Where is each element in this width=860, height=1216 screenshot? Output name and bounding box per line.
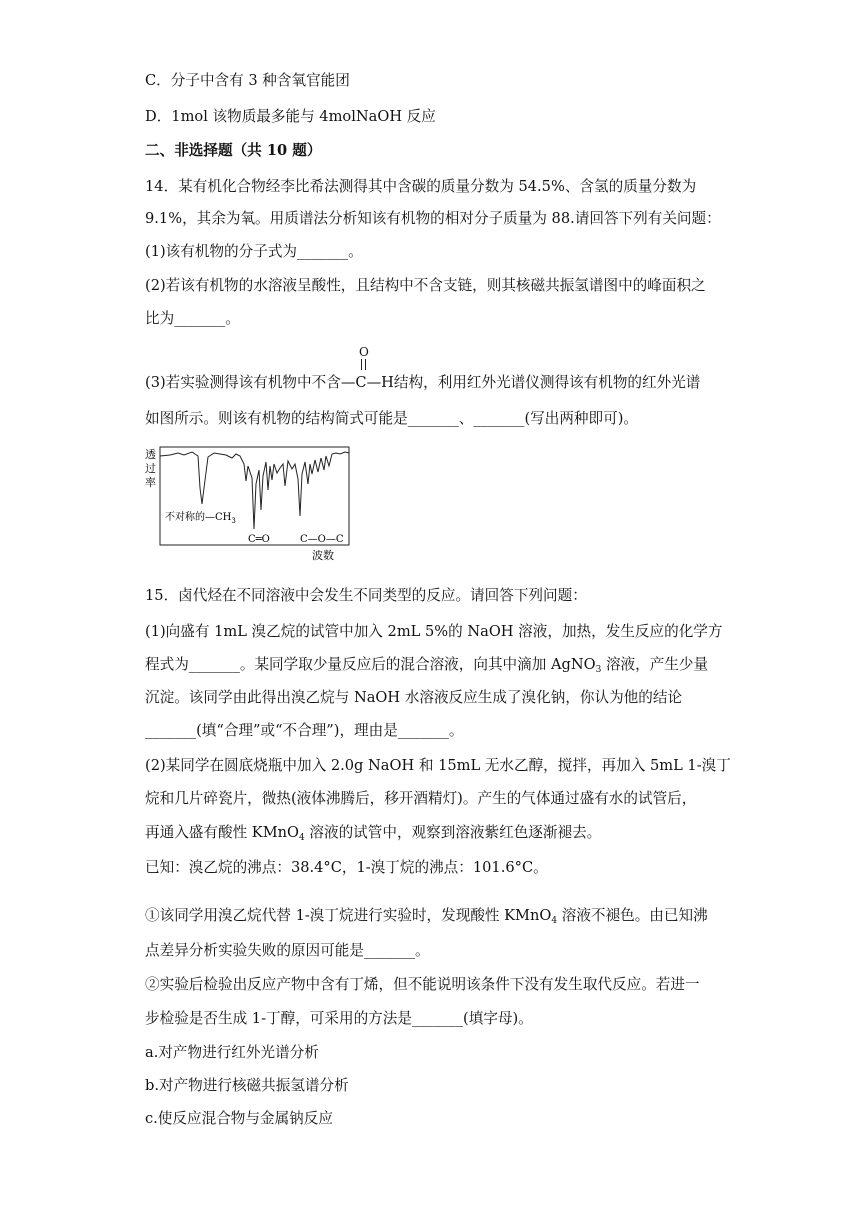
q15-sub2-line1: ②实验后检验出反应产物中含有丁烯，但不能说明该条件下没有发生取代反应。若进一 xyxy=(145,976,700,993)
option-c: C．分子中含有 3 种含氧官能团 xyxy=(145,72,350,89)
ylabel-char-2: 过 xyxy=(145,462,156,475)
q15-part1-line2-a: 程式为_______。某同学取少量反应后的混合溶液，向其中滴加 AgNO xyxy=(145,656,596,673)
q14-part2-line2: 比为_______。 xyxy=(145,310,240,327)
agno3-subscript: 3 xyxy=(595,665,602,675)
q15-part1-line3: 沉淀。该同学由此得出溴乙烷与 NaOH 水溶液反应生成了溴化钠，你认为他的结论 xyxy=(145,689,683,706)
kmno4-subscript: 4 xyxy=(299,833,305,843)
ch3-peak-label: 不对称的$—CH_3$ xyxy=(165,512,236,525)
boiling-points: 已知：溴乙烷的沸点：38.4°C，1-溴丁烷的沸点：101.6°C。 xyxy=(145,859,548,876)
choice-c: c.使反应混合物与金属钠反应 xyxy=(145,1110,333,1127)
section-heading: 二、非选择题（共 10 题） xyxy=(145,142,322,159)
double-bond-right xyxy=(365,359,366,370)
q15-sub1-line1 xyxy=(145,906,735,926)
coc-peak-label: C—O—C xyxy=(300,534,344,545)
q14-part3-text-b: 结构，利用红外光谱仪测得该有机物的红外光谱 xyxy=(393,374,701,391)
q15-sub1-line1-a: ①该同学用溴乙烷代替 1-溴丁烷进行实验时，发现酸性 KMnO xyxy=(145,907,552,924)
q15-sub1-line2: 点差异分析实验失败的原因可能是_______。 xyxy=(145,942,430,959)
q14-stem-line2: 9.1%，其余为氧。用质谱法分析知该有机物的相对分子质量为 88.请回答下列有关问题： xyxy=(145,210,721,227)
q15-part2-line1: (2)某同学在圆底烧瓶中加入 2.0g NaOH 和 15mL 无水乙醇，搅拌，再加入 5mL 1-溴丁 xyxy=(145,757,731,774)
q15-part1-line4: _______(填“合理”或“不合理”)，理由是_______。 xyxy=(145,722,464,739)
q14-part1: (1)该有机物的分子式为_______。 xyxy=(145,243,363,260)
q15-part2-line3-a: 再通入盛有酸性 KMnO xyxy=(145,824,300,841)
choice-a: a.对产物进行红外光谱分析 xyxy=(145,1044,319,1061)
q15-part1-line2-b: 溶液，产生少量 xyxy=(601,656,709,673)
option-d: D．1mol 该物质最多能与 4molNaOH 反应 xyxy=(145,108,436,125)
q14-part3-text-a: (3)若实验测得该有机物中不含 xyxy=(145,374,341,391)
double-bond-left xyxy=(361,359,362,370)
q14-stem-line1: 14．某有机化合物经李比希法测得其中含碳的质量分数为 54.5%、含氢的质量分数为 xyxy=(145,178,697,195)
structure-oxygen: O xyxy=(359,345,369,359)
q15-sub2-line2: 步检验是否生成 1-丁醇，可采用的方法是_______(填字母)。 xyxy=(145,1010,533,1027)
q15-stem: 15．卤代烃在不同溶液中会发生不同类型的反应。请回答下列问题： xyxy=(145,587,587,604)
q15-part1-line2 xyxy=(145,655,735,675)
structure-chain: —C—H xyxy=(340,374,394,391)
q15-part2-line3 xyxy=(145,823,735,843)
q14-part2-line1: (2)若该有机物的水溶液呈酸性，且结构中不含支链，则其核磁共振氢谱图中的峰面积之 xyxy=(145,277,706,294)
ylabel-char-1: 透 xyxy=(145,448,156,461)
ir-spectrum-figure xyxy=(140,444,355,564)
q14-part3-line1 xyxy=(145,373,735,393)
co-peak-label: C═O xyxy=(248,534,270,545)
ylabel-char-3: 率 xyxy=(145,476,156,489)
q15-part1-line1: (1)向盛有 1mL 溴乙烷的试管中加入 2mL 5%的 NaOH 溶液，加热，发生反应的化学方 xyxy=(145,623,723,640)
q15-part2-line2: 烷和几片碎瓷片，微热(液体沸腾后，移开酒精灯)。产生的气体通过盛有水的试管后， xyxy=(145,790,697,807)
q15-sub1-line1-b: 溶液不褪色。由已知沸 xyxy=(557,907,708,924)
q15-part2-line3-b: 溶液的试管中，观察到溶液紫红色逐渐褪去。 xyxy=(304,824,602,841)
xlabel: 波数 xyxy=(312,549,334,562)
choice-b: b.对产物进行核磁共振氢谱分析 xyxy=(145,1077,349,1094)
kmno4-subscript-2: 4 xyxy=(551,916,558,926)
q14-part3-line2: 如图所示。则该有机物的结构简式可能是_______、_______(写出两种即可)。 xyxy=(145,410,638,427)
